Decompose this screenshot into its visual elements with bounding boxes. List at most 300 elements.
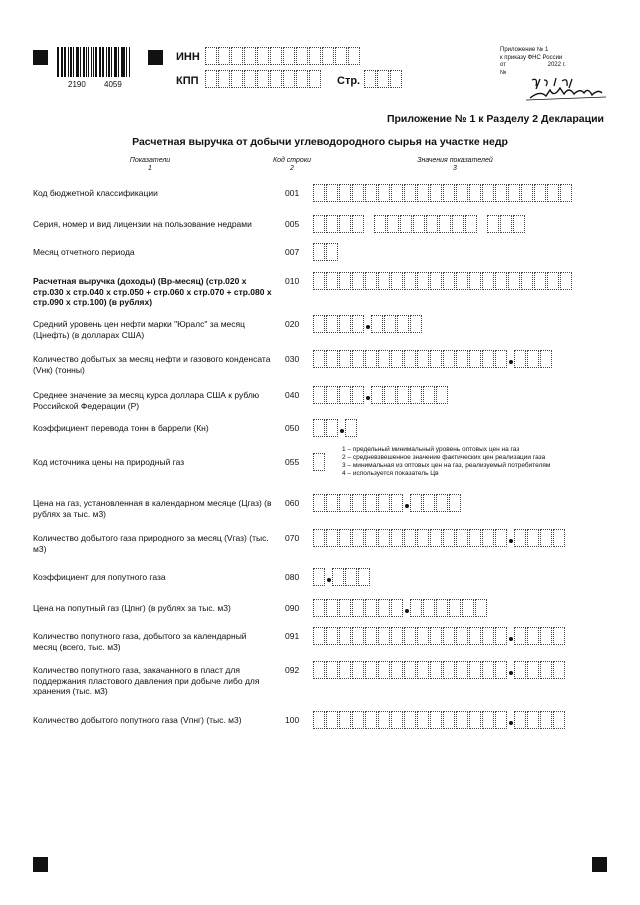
- value-field-092[interactable]: [313, 661, 566, 679]
- entry-cell[interactable]: [339, 315, 351, 333]
- kpp-field[interactable]: [205, 70, 322, 88]
- entry-cell[interactable]: [469, 529, 481, 547]
- entry-cell[interactable]: [326, 529, 338, 547]
- entry-cell[interactable]: [430, 272, 442, 290]
- form-title: Расчетная выручка от добычи углеводородного сырья на участке недр: [132, 136, 508, 148]
- entry-cell[interactable]: [352, 711, 364, 729]
- entry-cell[interactable]: [456, 661, 468, 679]
- entry-cell[interactable]: [553, 627, 565, 645]
- entry-cell[interactable]: [345, 568, 357, 586]
- entry-cell[interactable]: [365, 661, 377, 679]
- entry-cell[interactable]: [313, 272, 325, 290]
- entry-cell[interactable]: [326, 184, 338, 202]
- entry-cell[interactable]: [313, 315, 325, 333]
- entry-cell[interactable]: [257, 70, 269, 88]
- entry-cell[interactable]: [521, 184, 533, 202]
- barcode-bar: [73, 47, 74, 77]
- entry-cell[interactable]: [313, 661, 325, 679]
- entry-cell[interactable]: [527, 661, 539, 679]
- entry-cell[interactable]: [417, 661, 429, 679]
- entry-cell[interactable]: [540, 529, 552, 547]
- entry-cell[interactable]: [352, 184, 364, 202]
- barcode-bar: [126, 47, 127, 77]
- entry-cell[interactable]: [397, 386, 409, 404]
- row-label-055: Код источника цены на природный газ: [33, 457, 185, 467]
- entry-cell[interactable]: [404, 627, 416, 645]
- entry-cell[interactable]: [487, 215, 499, 233]
- entry-cell[interactable]: [270, 47, 282, 65]
- entry-cell[interactable]: [430, 711, 442, 729]
- entry-cell[interactable]: [313, 627, 325, 645]
- entry-cell[interactable]: [404, 184, 416, 202]
- entry-cell[interactable]: [443, 184, 455, 202]
- row-code-007: 007: [285, 247, 300, 257]
- entry-cell[interactable]: [326, 243, 338, 261]
- entry-cell[interactable]: [410, 315, 422, 333]
- entry-cell[interactable]: [430, 184, 442, 202]
- entry-cell[interactable]: [374, 215, 386, 233]
- entry-cell[interactable]: [313, 215, 325, 233]
- value-field-060[interactable]: [313, 494, 462, 512]
- entry-cell[interactable]: [322, 47, 334, 65]
- entry-cell[interactable]: [456, 272, 468, 290]
- entry-cell[interactable]: [404, 661, 416, 679]
- entry-cell[interactable]: [365, 272, 377, 290]
- entry-cell[interactable]: [469, 661, 481, 679]
- entry-cell[interactable]: [352, 494, 364, 512]
- barcode-bar: [115, 47, 117, 77]
- row-label-100: Количество добытого попутного газа (Vпнг) (тыс. м3): [33, 715, 242, 725]
- entry-cell[interactable]: [205, 70, 217, 88]
- entry-cell[interactable]: [391, 599, 403, 617]
- entry-cell[interactable]: [339, 215, 351, 233]
- entry-cell[interactable]: [326, 494, 338, 512]
- entry-cell[interactable]: [391, 529, 403, 547]
- entry-cell[interactable]: [339, 184, 351, 202]
- entry-cell[interactable]: [469, 711, 481, 729]
- row-label-030: Количество добытых за месяц нефти и газового конденсата (Vнк) (тонны): [33, 354, 271, 375]
- entry-cell[interactable]: [410, 599, 422, 617]
- row-code-080: 080: [285, 572, 300, 582]
- entry-cell[interactable]: [358, 568, 370, 586]
- value-field-020[interactable]: [313, 315, 423, 333]
- entry-cell[interactable]: [270, 70, 282, 88]
- entry-cell[interactable]: [365, 184, 377, 202]
- entry-cell[interactable]: [218, 47, 230, 65]
- field-spacer: [478, 215, 487, 233]
- entry-cell[interactable]: [371, 386, 383, 404]
- column-header-indicators: [110, 157, 190, 173]
- inn-field[interactable]: [205, 47, 361, 65]
- row-code-091: 091: [285, 631, 300, 641]
- entry-cell[interactable]: [456, 711, 468, 729]
- entry-cell[interactable]: [339, 494, 351, 512]
- entry-cell[interactable]: [462, 599, 474, 617]
- entry-cell[interactable]: [482, 272, 494, 290]
- entry-cell[interactable]: [313, 350, 325, 368]
- entry-cell[interactable]: [553, 661, 565, 679]
- entry-cell[interactable]: [378, 627, 390, 645]
- entry-cell[interactable]: [391, 711, 403, 729]
- entry-cell[interactable]: [378, 529, 390, 547]
- entry-cell[interactable]: [500, 215, 512, 233]
- barcode-bar: [93, 47, 94, 77]
- entry-cell[interactable]: [365, 350, 377, 368]
- entry-cell[interactable]: [514, 627, 526, 645]
- entry-cell[interactable]: [475, 599, 487, 617]
- entry-cell[interactable]: [514, 661, 526, 679]
- entry-cell[interactable]: [423, 386, 435, 404]
- value-field-070[interactable]: [313, 529, 566, 547]
- entry-cell[interactable]: [365, 711, 377, 729]
- entry-cell[interactable]: [326, 419, 338, 437]
- entry-cell[interactable]: [495, 350, 507, 368]
- entry-cell[interactable]: [365, 529, 377, 547]
- entry-cell[interactable]: [352, 215, 364, 233]
- value-field-005[interactable]: [313, 215, 526, 233]
- decimal-point: [404, 494, 410, 510]
- entry-cell[interactable]: [482, 711, 494, 729]
- entry-cell[interactable]: [439, 215, 451, 233]
- entry-cell[interactable]: [384, 315, 396, 333]
- entry-cell[interactable]: [547, 272, 559, 290]
- entry-cell[interactable]: [257, 47, 269, 65]
- legend-item-2: 2 – средневзвешенное значение фактических цен реализации газа: [342, 454, 546, 461]
- entry-cell[interactable]: [364, 70, 376, 88]
- row-label-007: Месяц отчетного периода: [33, 247, 135, 257]
- entry-cell[interactable]: [391, 627, 403, 645]
- row-code-100: 100: [285, 715, 300, 725]
- entry-cell[interactable]: [423, 494, 435, 512]
- barcode-bar: [111, 47, 112, 77]
- decimal-point: [365, 386, 371, 402]
- value-field-090[interactable]: [313, 599, 488, 617]
- entry-cell[interactable]: [352, 315, 364, 333]
- entry-cell[interactable]: [345, 419, 357, 437]
- row-label-070: Количество добытого газа природного за месяц (Vгаз) (тыс. м3): [33, 533, 269, 554]
- entry-cell[interactable]: [404, 711, 416, 729]
- entry-cell[interactable]: [326, 315, 338, 333]
- entry-cell[interactable]: [377, 70, 389, 88]
- entry-cell[interactable]: [527, 529, 539, 547]
- order-note-line3: [500, 62, 580, 70]
- entry-cell[interactable]: [417, 627, 429, 645]
- decimal-point: [508, 529, 514, 545]
- column-header-indicators-number: 1: [148, 165, 152, 172]
- decimal-point: [404, 599, 410, 615]
- entry-cell[interactable]: [352, 627, 364, 645]
- entry-cell[interactable]: [534, 184, 546, 202]
- entry-cell[interactable]: [313, 568, 325, 586]
- entry-cell[interactable]: [348, 47, 360, 65]
- entry-cell[interactable]: [384, 386, 396, 404]
- order-note-year: 2022 г.: [547, 62, 566, 68]
- entry-cell[interactable]: [495, 272, 507, 290]
- entry-cell[interactable]: [410, 386, 422, 404]
- registration-marker-top-left: [33, 50, 48, 65]
- entry-cell[interactable]: [443, 529, 455, 547]
- entry-cell[interactable]: [521, 272, 533, 290]
- value-field-050[interactable]: [313, 419, 358, 437]
- entry-cell[interactable]: [514, 711, 526, 729]
- entry-cell[interactable]: [527, 627, 539, 645]
- value-field-030[interactable]: [313, 350, 553, 368]
- entry-cell[interactable]: [352, 529, 364, 547]
- decimal-point: [326, 568, 332, 584]
- entry-cell[interactable]: [465, 215, 477, 233]
- entry-cell[interactable]: [371, 315, 383, 333]
- entry-cell[interactable]: [339, 529, 351, 547]
- entry-cell[interactable]: [378, 494, 390, 512]
- entry-cell[interactable]: [417, 350, 429, 368]
- value-field-001[interactable]: [313, 184, 573, 202]
- entry-cell[interactable]: [560, 272, 572, 290]
- value-field-055[interactable]: [313, 453, 326, 471]
- column-header-values-label: Значения показателей: [417, 157, 493, 164]
- entry-cell[interactable]: [326, 661, 338, 679]
- entry-cell[interactable]: [540, 350, 552, 368]
- entry-cell[interactable]: [513, 215, 525, 233]
- entry-cell[interactable]: [352, 272, 364, 290]
- entry-cell[interactable]: [482, 529, 494, 547]
- entry-cell[interactable]: [397, 315, 409, 333]
- entry-cell[interactable]: [436, 494, 448, 512]
- entry-cell[interactable]: [443, 272, 455, 290]
- entry-cell[interactable]: [456, 529, 468, 547]
- barcode-bar: [99, 47, 100, 77]
- entry-cell[interactable]: [495, 661, 507, 679]
- entry-cell[interactable]: [430, 529, 442, 547]
- entry-cell[interactable]: [413, 215, 425, 233]
- entry-cell[interactable]: [378, 184, 390, 202]
- entry-cell[interactable]: [296, 47, 308, 65]
- entry-cell[interactable]: [443, 627, 455, 645]
- entry-cell[interactable]: [390, 70, 402, 88]
- column-header-row-code-label: Код строки: [272, 157, 312, 164]
- entry-cell[interactable]: [495, 711, 507, 729]
- entry-cell[interactable]: [430, 661, 442, 679]
- entry-cell[interactable]: [417, 529, 429, 547]
- value-field-091[interactable]: [313, 627, 566, 645]
- entry-cell[interactable]: [553, 711, 565, 729]
- barcode-number-1: 2190: [68, 80, 86, 89]
- price-source-legend: [342, 446, 550, 478]
- value-field-080[interactable]: [313, 568, 371, 586]
- barcode-bar: [129, 47, 131, 77]
- entry-cell[interactable]: [404, 350, 416, 368]
- entry-cell[interactable]: [231, 70, 243, 88]
- entry-cell[interactable]: [326, 350, 338, 368]
- entry-cell[interactable]: [443, 661, 455, 679]
- entry-cell[interactable]: [339, 599, 351, 617]
- entry-cell[interactable]: [514, 350, 526, 368]
- entry-cell[interactable]: [426, 215, 438, 233]
- entry-cell[interactable]: [482, 350, 494, 368]
- barcode-bar: [106, 47, 107, 77]
- entry-cell[interactable]: [339, 350, 351, 368]
- entry-cell[interactable]: [313, 711, 325, 729]
- entry-cell[interactable]: [443, 711, 455, 729]
- entry-cell[interactable]: [430, 627, 442, 645]
- row-label-092: Количество попутного газа, закачанного в пласт для поддержания пластового давления при добыче либо для хранения (тыс. м3): [33, 665, 260, 696]
- entry-cell[interactable]: [417, 272, 429, 290]
- entry-cell[interactable]: [365, 627, 377, 645]
- value-field-007[interactable]: [313, 243, 339, 261]
- entry-cell[interactable]: [391, 272, 403, 290]
- row-code-030: 030: [285, 354, 300, 364]
- entry-cell[interactable]: [482, 627, 494, 645]
- entry-cell[interactable]: [456, 350, 468, 368]
- entry-cell[interactable]: [352, 386, 364, 404]
- entry-cell[interactable]: [469, 627, 481, 645]
- value-field-010[interactable]: [313, 272, 573, 290]
- row-label-050: Коэффициент перевода тонн в баррели (Кн): [33, 423, 209, 433]
- order-note: [500, 47, 580, 77]
- entry-cell[interactable]: [326, 272, 338, 290]
- entry-cell[interactable]: [365, 494, 377, 512]
- entry-cell[interactable]: [452, 215, 464, 233]
- entry-cell[interactable]: [449, 494, 461, 512]
- entry-cell[interactable]: [391, 494, 403, 512]
- column-header-row-code-number: 2: [290, 165, 294, 172]
- value-field-100[interactable]: [313, 711, 566, 729]
- entry-cell[interactable]: [400, 215, 412, 233]
- entry-cell[interactable]: [508, 272, 520, 290]
- barcode-bar: [70, 47, 72, 77]
- entry-cell[interactable]: [527, 350, 539, 368]
- entry-cell[interactable]: [508, 184, 520, 202]
- entry-cell[interactable]: [378, 711, 390, 729]
- entry-cell[interactable]: [313, 386, 325, 404]
- entry-cell[interactable]: [404, 529, 416, 547]
- entry-cell[interactable]: [387, 215, 399, 233]
- entry-cell[interactable]: [391, 184, 403, 202]
- entry-cell[interactable]: [326, 215, 338, 233]
- entry-cell[interactable]: [231, 47, 243, 65]
- column-header-values: [400, 157, 510, 173]
- entry-cell[interactable]: [218, 70, 230, 88]
- entry-cell[interactable]: [443, 350, 455, 368]
- entry-cell[interactable]: [410, 494, 422, 512]
- entry-cell[interactable]: [547, 184, 559, 202]
- decimal-point: [508, 627, 514, 643]
- entry-cell[interactable]: [404, 272, 416, 290]
- entry-cell[interactable]: [309, 70, 321, 88]
- entry-cell[interactable]: [352, 661, 364, 679]
- page-number-field[interactable]: [364, 70, 403, 88]
- entry-cell[interactable]: [540, 627, 552, 645]
- entry-cell[interactable]: [469, 184, 481, 202]
- entry-cell[interactable]: [469, 350, 481, 368]
- barcode-bar: [95, 47, 97, 77]
- entry-cell[interactable]: [378, 350, 390, 368]
- entry-cell[interactable]: [417, 184, 429, 202]
- entry-cell[interactable]: [313, 419, 325, 437]
- entry-cell[interactable]: [313, 184, 325, 202]
- barcode-bar: [100, 47, 101, 77]
- inn-label: ИНН: [176, 51, 200, 63]
- entry-cell[interactable]: [553, 529, 565, 547]
- entry-cell[interactable]: [313, 494, 325, 512]
- entry-cell[interactable]: [456, 627, 468, 645]
- decimal-point: [508, 711, 514, 727]
- entry-cell[interactable]: [482, 184, 494, 202]
- entry-cell[interactable]: [378, 272, 390, 290]
- entry-cell[interactable]: [449, 599, 461, 617]
- entry-cell[interactable]: [469, 272, 481, 290]
- entry-cell[interactable]: [313, 599, 325, 617]
- entry-cell[interactable]: [378, 661, 390, 679]
- entry-cell[interactable]: [540, 711, 552, 729]
- row-code-050: 050: [285, 423, 300, 433]
- row-code-020: 020: [285, 319, 300, 329]
- entry-cell[interactable]: [283, 47, 295, 65]
- entry-cell[interactable]: [430, 350, 442, 368]
- entry-cell[interactable]: [326, 386, 338, 404]
- entry-cell[interactable]: [495, 184, 507, 202]
- entry-cell[interactable]: [244, 47, 256, 65]
- entry-cell[interactable]: [482, 661, 494, 679]
- entry-cell[interactable]: [495, 627, 507, 645]
- entry-cell[interactable]: [365, 599, 377, 617]
- column-header-values-number: 3: [453, 165, 457, 172]
- barcode: [57, 47, 131, 77]
- entry-cell[interactable]: [313, 453, 325, 471]
- entry-cell[interactable]: [417, 711, 429, 729]
- entry-cell[interactable]: [456, 184, 468, 202]
- value-field-040[interactable]: [313, 386, 449, 404]
- entry-cell[interactable]: [352, 350, 364, 368]
- entry-cell[interactable]: [436, 599, 448, 617]
- entry-cell[interactable]: [339, 272, 351, 290]
- entry-cell[interactable]: [527, 711, 539, 729]
- barcode-bar: [91, 47, 93, 77]
- column-header-row-code: [262, 157, 322, 173]
- entry-cell[interactable]: [378, 599, 390, 617]
- entry-cell[interactable]: [534, 272, 546, 290]
- entry-cell[interactable]: [352, 599, 364, 617]
- entry-cell[interactable]: [339, 627, 351, 645]
- entry-cell[interactable]: [423, 599, 435, 617]
- entry-cell[interactable]: [339, 386, 351, 404]
- entry-cell[interactable]: [244, 70, 256, 88]
- entry-cell[interactable]: [391, 661, 403, 679]
- entry-cell[interactable]: [313, 529, 325, 547]
- entry-cell[interactable]: [540, 661, 552, 679]
- barcode-bar: [77, 47, 79, 77]
- page-label: Стр.: [337, 75, 361, 87]
- row-label-060: Цена на газ, установленная в календарном месяце (Цгаз) (в рублях за тыс. м3): [33, 498, 272, 519]
- entry-cell[interactable]: [332, 568, 344, 586]
- entry-cell[interactable]: [309, 47, 321, 65]
- entry-cell[interactable]: [283, 70, 295, 88]
- entry-cell[interactable]: [313, 243, 325, 261]
- entry-cell[interactable]: [339, 661, 351, 679]
- entry-cell[interactable]: [326, 627, 338, 645]
- entry-cell[interactable]: [514, 529, 526, 547]
- entry-cell[interactable]: [205, 47, 217, 65]
- entry-cell[interactable]: [436, 386, 448, 404]
- entry-cell[interactable]: [335, 47, 347, 65]
- barcode-bar: [108, 47, 110, 77]
- entry-cell[interactable]: [296, 70, 308, 88]
- entry-cell[interactable]: [391, 350, 403, 368]
- entry-cell[interactable]: [495, 529, 507, 547]
- entry-cell[interactable]: [339, 711, 351, 729]
- entry-cell[interactable]: [326, 711, 338, 729]
- entry-cell[interactable]: [326, 599, 338, 617]
- entry-cell[interactable]: [560, 184, 572, 202]
